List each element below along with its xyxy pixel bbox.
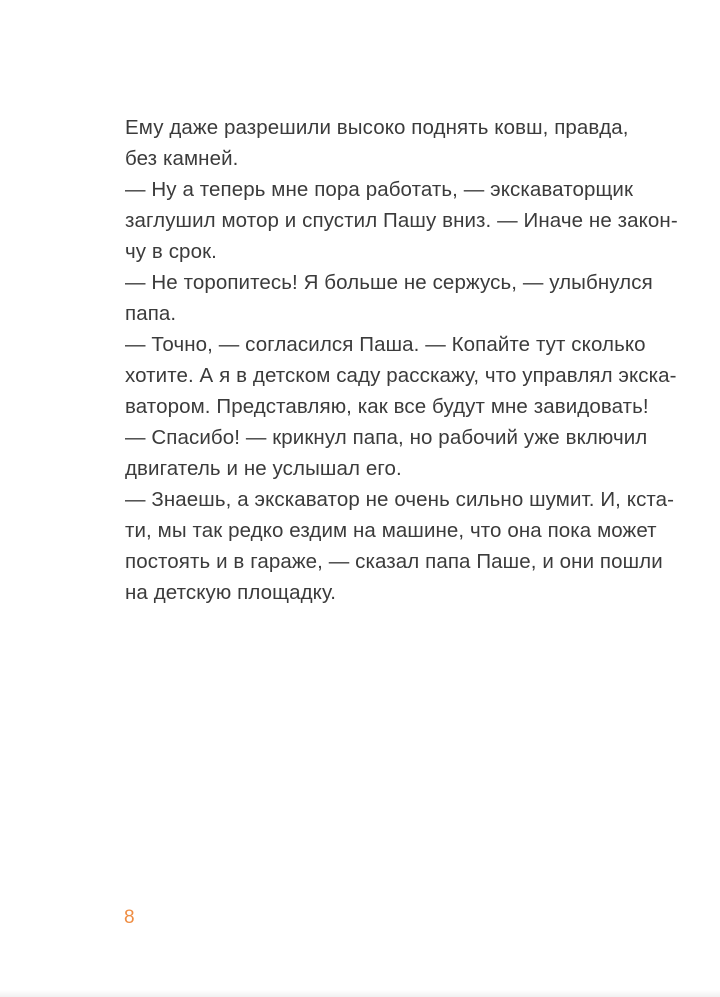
text-line: на детскую площадку. <box>125 581 337 604</box>
text-line: хотите. А я в детском саду расскажу, что управлял экска- <box>125 364 677 387</box>
text-line: — Не торопитесь! Я больше не сержусь, — улыбнулся <box>125 271 653 294</box>
page-edge-shadow <box>0 990 720 997</box>
text-line: — Знаешь, а экскаватор не очень сильно шумит. И, кста- <box>125 488 675 511</box>
text-line: без камней. <box>125 147 239 170</box>
page-number: 8 <box>124 907 135 928</box>
text-line: ти, мы так редко ездим на машине, что она пока может <box>125 519 657 542</box>
text-line: — Точно, — согласился Паша. — Копайте тут сколько <box>125 333 646 356</box>
text-line: постоять и в гараже, — сказал папа Паше, и они пошли <box>125 550 663 573</box>
text-line: Ему даже разрешили высоко поднять ковш, правда, <box>125 116 629 139</box>
text-line: ватором. Представляю, как все будут мне завидовать! <box>125 395 649 418</box>
text-line: чу в срок. <box>125 240 217 263</box>
text-line: заглушил мотор и спустил Пашу вниз. — Иначе не закон- <box>125 209 678 232</box>
text-line: — Спасибо! — крикнул папа, но рабочий уже включил <box>125 426 648 449</box>
text-line: — Ну а теперь мне пора работать, — экскаваторщик <box>125 178 634 201</box>
text-line: папа. <box>125 302 177 325</box>
story-text-block <box>125 112 685 608</box>
text-line: двигатель и не услышал его. <box>125 457 402 480</box>
